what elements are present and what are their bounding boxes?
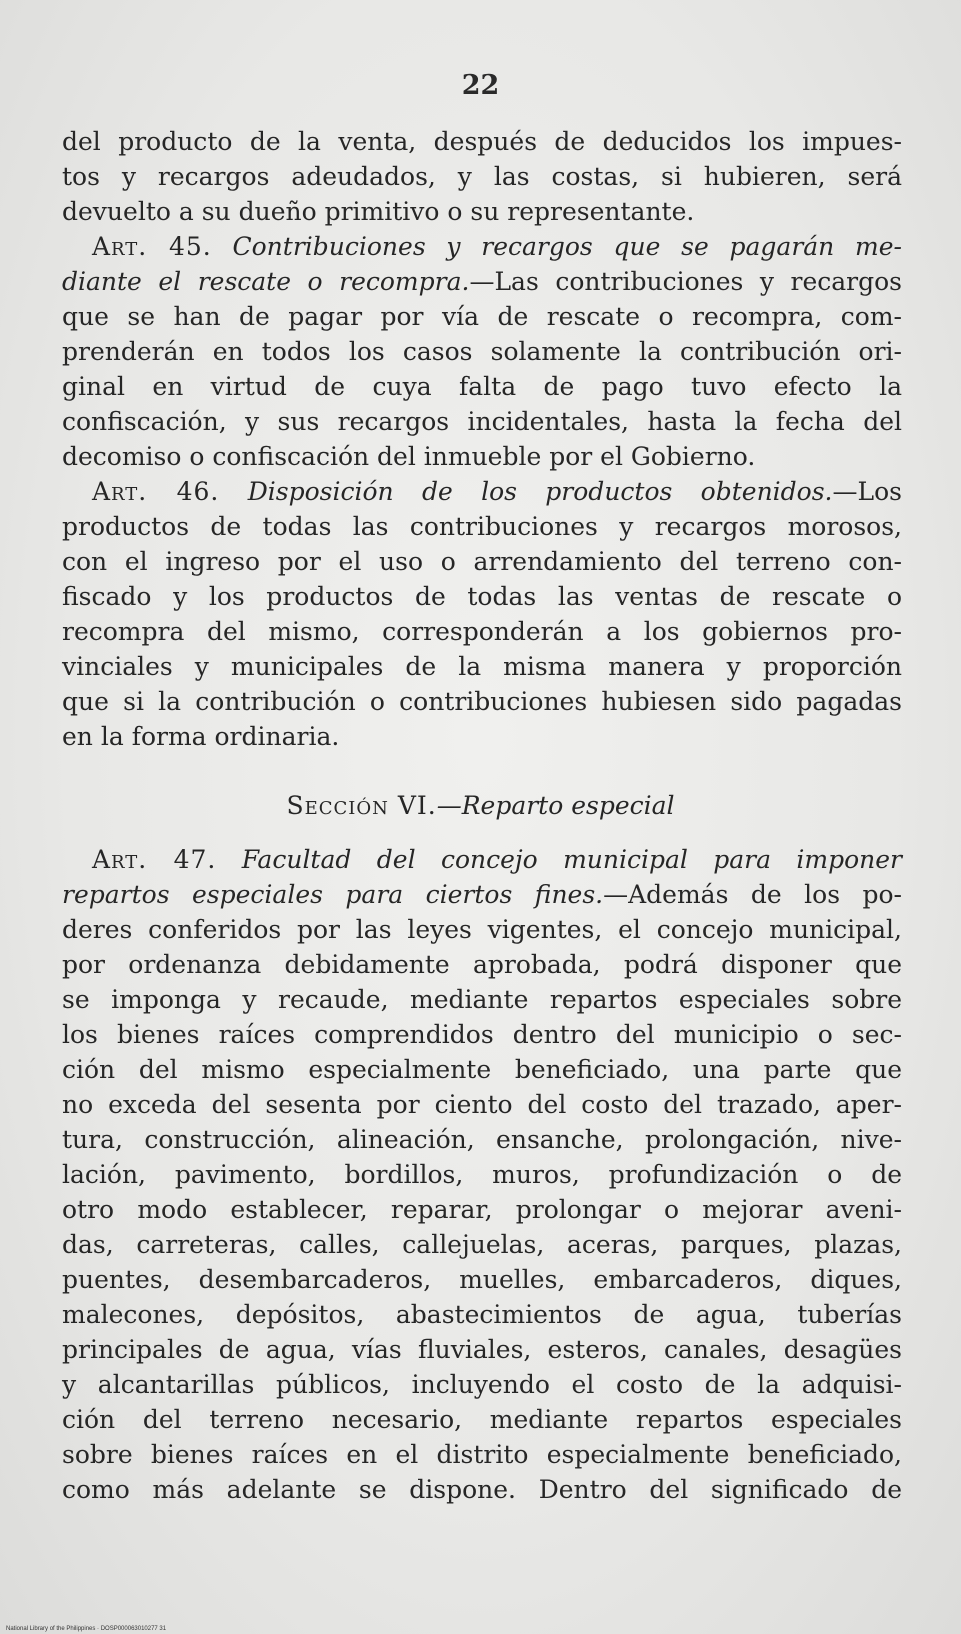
section-title: —Reparto especial [436, 791, 675, 820]
text-line: del producto de la venta, después de deducidos los impues- [62, 127, 902, 156]
article-heading-line [62, 842, 902, 877]
text-line: confiscación, y sus recargos incidentales, hasta la fecha del [62, 407, 902, 436]
text-line: decomiso o confiscación del inmueble por el Gobierno. [62, 442, 756, 471]
text-line: deres conferidos por las leyes vigentes, el concejo municipal, [62, 915, 902, 944]
text-line: los bienes raíces comprendidos dentro del municipio o sec- [62, 1020, 902, 1049]
article-title: Contribuciones y recargos que se pagarán me- [232, 232, 902, 261]
text-line: por ordenanza debidamente aprobada, podrá disponer que [62, 950, 902, 979]
page-number: 22 [461, 70, 500, 101]
text-line: en la forma ordinaria. [62, 722, 340, 751]
text-line: puentes, desembarcaderos, muelles, embarcaderos, diques, [62, 1265, 902, 1294]
article-label: Art. 46. [92, 477, 220, 506]
text-line: ginal en virtud de cuya falta de pago tuvo efecto la [62, 372, 902, 401]
article-text: —Además de los po- [603, 880, 902, 909]
section-label: Sección VI. [286, 791, 437, 820]
text-line: como más adelante se dispone. Dentro del significado de [62, 1475, 902, 1504]
article-heading-line [62, 474, 902, 509]
article-heading-line [62, 264, 902, 299]
text-line: tura, construcción, alineación, ensanche, prolongación, nive- [62, 1125, 902, 1154]
text-line: sobre bienes raíces en el distrito especialmente beneficiado, [62, 1440, 902, 1469]
article-title: Facultad del concejo municipal para imponer [241, 845, 903, 874]
text-line: no exceda del sesenta por ciento del costo del trazado, aper- [62, 1090, 902, 1119]
text-line: recompra del mismo, corresponderán a los gobiernos pro- [62, 617, 902, 646]
article-text: —Los [832, 477, 902, 506]
article-46 [62, 474, 902, 754]
text-line: que si la contribución o contribuciones hubiesen sido pagadas [62, 687, 902, 716]
text-line: ción del terreno necesario, mediante repartos especiales [62, 1405, 902, 1434]
text-line: se imponga y recaude, mediante repartos especiales sobre [62, 985, 902, 1014]
text-line: lación, pavimento, bordillos, muros, profundización o de [62, 1160, 902, 1189]
article-label: Art. 45. [92, 232, 212, 261]
article-title: Disposición de los productos obtenidos. [247, 477, 833, 506]
text-line: fiscado y los productos de todas las ventas de rescate o [62, 582, 902, 611]
text-line: productos de todas las contribuciones y recargos morosos, [62, 512, 902, 541]
article-title: repartos especiales para ciertos fines. [62, 880, 604, 909]
scan-footer: National Library of the Philippines · DOSP000063010277 31 [6, 1626, 167, 1632]
text-line: malecones, depósitos, abastecimientos de agua, tuberías [62, 1300, 902, 1329]
text-line: principales de agua, vías fluviales, esteros, canales, desagües [62, 1335, 902, 1364]
text-line: que se han de pagar por vía de rescate o recompra, com- [62, 302, 902, 331]
text-line: con el ingreso por el uso o arrendamiento del terreno con- [62, 547, 902, 576]
article-47 [62, 842, 902, 1507]
text-line: y alcantarillas públicos, incluyendo el costo de la adquisi- [62, 1370, 902, 1399]
text-line: vinciales y municipales de la misma manera y proporción [62, 652, 902, 681]
paragraph-continuation [62, 124, 902, 229]
article-45 [62, 229, 902, 474]
text-line: tos y recargos adeudados, y las costas, si hubieren, será [62, 162, 902, 191]
text-line: prenderán en todos los casos solamente la contribución ori- [62, 337, 902, 366]
section-heading [0, 788, 961, 823]
article-heading-line [62, 877, 902, 912]
article-label: Art. 47. [92, 845, 217, 874]
text-line: devuelto a su dueño primitivo o su representante. [62, 197, 695, 226]
text-line: otro modo establecer, reparar, prolongar o mejorar aveni- [62, 1195, 902, 1224]
article-text: —Las contribuciones y recargos [469, 267, 903, 296]
text-line: ción del mismo especialmente beneficiado, una parte que [62, 1055, 902, 1084]
article-heading-line [62, 229, 902, 264]
text-line: das, carreteras, calles, callejuelas, aceras, parques, plazas, [62, 1230, 902, 1259]
article-title: diante el rescate o recompra. [62, 267, 470, 296]
